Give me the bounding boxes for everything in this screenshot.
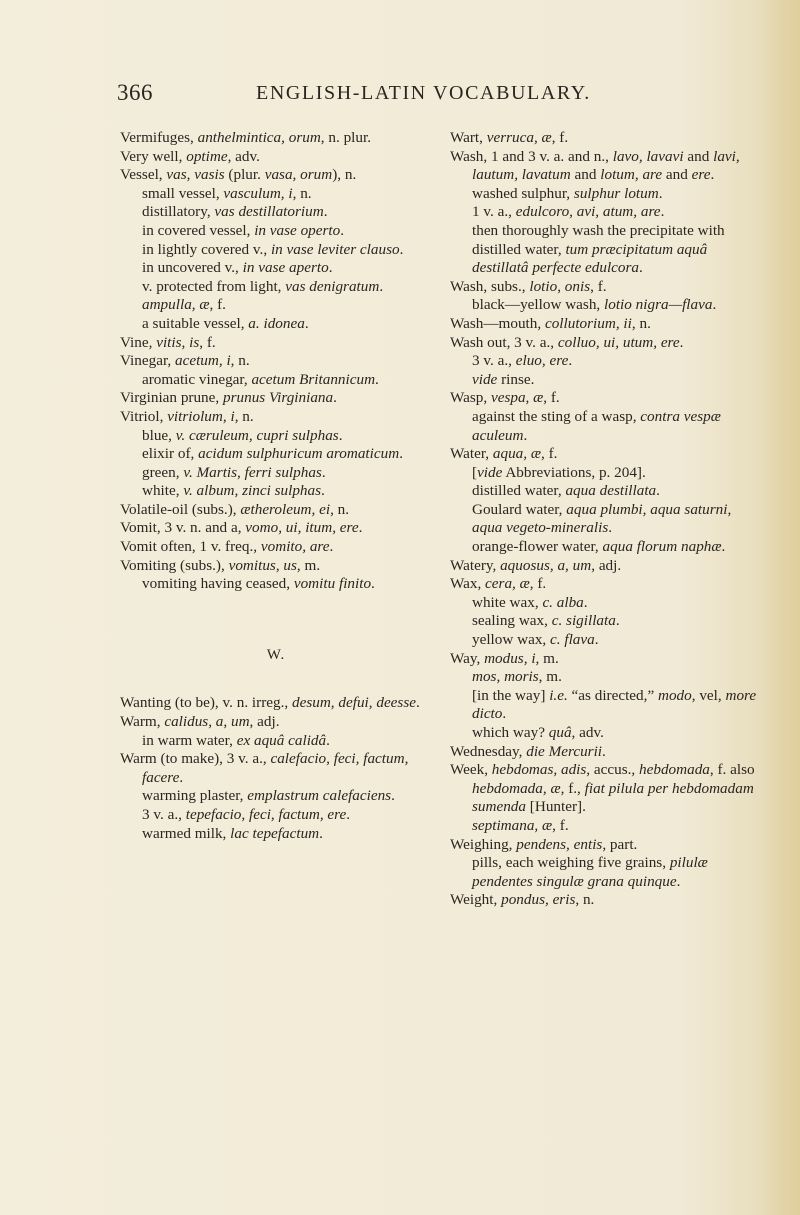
- page-number: 366: [117, 80, 153, 105]
- vocabulary-subentry: then thoroughly wash the precipitate with distilled water, tum præcipitatum aquâ destillatâ perfecte edulcora.: [472, 221, 725, 277]
- page-header: [0, 80, 800, 110]
- vocabulary-subentry: white wax, c. alba.: [472, 593, 588, 611]
- vocabulary-entry: Vomit often, 1 v. freq., vomito, are.: [120, 538, 334, 556]
- vocabulary-subentry: sealing wax, c. sigillata.: [472, 612, 620, 630]
- vocabulary-subentry: [vide Abbreviations, p. 204].: [472, 463, 646, 481]
- vocabulary-subentry: in warm water, ex aquâ calidâ.: [142, 731, 330, 749]
- vocabulary-subentry: v. protected from light, vas denigratum.: [142, 277, 384, 295]
- vocabulary-entry: Vine, vitis, is, f.: [120, 333, 216, 351]
- vocabulary-subentry: aromatic vinegar, acetum Britannicum.: [142, 370, 379, 388]
- vocabulary-entry: Wash out, 3 v. a., colluo, ui, utum, ere.: [450, 333, 684, 351]
- vocabulary-entry: Wash, 1 and 3 v. a. and n., lavo, lavavi and lavi, lautum, lavatum and lotum, are and ere.: [450, 147, 740, 184]
- vocabulary-entry: Wednesday, die Mercurii.: [450, 742, 606, 760]
- vocabulary-entry: Wax, cera, æ, f.: [450, 575, 547, 593]
- page-edge-shading: [760, 0, 800, 1215]
- vocabulary-entry: Way, modus, i, m.: [450, 649, 559, 667]
- vocabulary-subentry: elixir of, acidum sulphuricum aromaticum.: [142, 445, 403, 463]
- vocabulary-entry: Virginian prune, prunus Virginiana.: [120, 389, 337, 407]
- vocabulary-entry: Vessel, vas, vasis (plur. vasa, orum), n.: [120, 166, 357, 184]
- vocabulary-entry: Vermifuges, anthelmintica, orum, n. plur.: [120, 129, 372, 146]
- vocabulary-entry: Wash—mouth, collutorium, ii, n.: [450, 314, 651, 332]
- vocabulary-subentry: white, v. album, zinci sulphas.: [142, 482, 325, 500]
- vocabulary-entry: Water, aqua, æ, f.: [450, 445, 558, 463]
- vocabulary-entry: Vomiting (subs.), vomitus, us, m.: [120, 556, 321, 574]
- vocabulary-entry: Wash, subs., lotio, onis, f.: [450, 277, 607, 295]
- vocabulary-entry: Warm, calidus, a, um, adj.: [120, 713, 280, 731]
- vocabulary-entry: Watery, aquosus, a, um, adj.: [450, 556, 622, 574]
- vocabulary-subentry: black—yellow wash, lotio nigra—flava.: [472, 296, 717, 314]
- right-column: [450, 129, 762, 910]
- vocabulary-entry: Wart, verruca, æ, f.: [450, 129, 569, 146]
- vocabulary-subentry: warming plaster, emplastrum calefaciens.: [142, 787, 395, 805]
- vocabulary-subentry: against the sting of a wasp, contra vespæ aculeum.: [472, 407, 721, 444]
- vocabulary-subentry: green, v. Martis, ferri sulphas.: [142, 463, 326, 481]
- section-letter: W.: [266, 646, 286, 663]
- vocabulary-entry: Vitriol, vitriolum, i, n.: [120, 407, 254, 425]
- vocabulary-subentry: in covered vessel, in vase operto.: [142, 221, 345, 239]
- vocabulary-subentry: pills, each weighing five grains, pilulæ pendentes singulæ grana quinque.: [472, 854, 708, 890]
- vocabulary-subentry: ampulla, æ, f.: [142, 296, 226, 314]
- vocabulary-subentry: warmed milk, lac tepefactum.: [142, 824, 323, 842]
- vocabulary-subentry: vomiting having ceased, vomitu finito.: [142, 575, 375, 593]
- vocabulary-entry: Week, hebdomas, adis, accus., hebdomada, f. also hebdomada, æ, f., fiat pilula per hebdomadam sumenda [Hunter].: [450, 761, 755, 816]
- running-title: ENGLISH-LATIN VOCABULARY.: [256, 82, 591, 104]
- vocabulary-subentry: Goulard water, aqua plumbi, aqua saturni, aqua vegeto-mineralis.: [472, 500, 732, 537]
- vocabulary-subentry: in lightly covered v., in vase leviter clauso.: [142, 240, 404, 258]
- vocabulary-subentry: distillatory, vas destillatorium.: [142, 203, 328, 221]
- vocabulary-subentry: which way? quâ, adv.: [472, 724, 604, 741]
- vocabulary-subentry: a suitable vessel, a. idonea.: [142, 314, 309, 332]
- vocabulary-subentry: in uncovered v., in vase aperto.: [142, 259, 333, 277]
- vocabulary-entry: Wanting (to be), v. n. irreg., desum, defui, deesse.: [120, 694, 420, 712]
- vocabulary-entry: Weight, pondus, eris, n.: [450, 891, 595, 909]
- left-column: [120, 129, 432, 843]
- vocabulary-entry: Warm (to make), 3 v. a., calefacio, feci, factum, facere.: [120, 750, 409, 786]
- vocabulary-subentry: mos, moris, m.: [472, 668, 562, 686]
- vocabulary-subentry: orange-flower water, aqua florum naphæ.: [472, 538, 726, 556]
- vocabulary-subentry: yellow wax, c. flava.: [472, 631, 599, 649]
- vocabulary-subentry: septimana, æ, f.: [472, 816, 569, 834]
- vocabulary-subentry: vide rinse.: [472, 370, 535, 388]
- vocabulary-entry: Vomit, 3 v. n. and a, vomo, ui, itum, ere.: [120, 519, 363, 537]
- vocabulary-entry: Vinegar, acetum, i, n.: [120, 352, 250, 370]
- vocabulary-entry: Volatile-oil (subs.), ætheroleum, ei, n.: [120, 500, 350, 518]
- vocabulary-entry: Very well, optime, adv.: [120, 147, 260, 165]
- vocabulary-entry: Wasp, vespa, æ, f.: [450, 389, 560, 407]
- vocabulary-subentry: 1 v. a., edulcoro, avi, atum, are.: [472, 203, 665, 221]
- vocabulary-subentry: washed sulphur, sulphur lotum.: [472, 184, 663, 202]
- vocabulary-subentry: blue, v. cæruleum, cupri sulphas.: [142, 426, 343, 444]
- vocabulary-subentry: 3 v. a., tepefacio, feci, factum, ere.: [142, 806, 351, 823]
- vocabulary-entry: Weighing, pendens, entis, part.: [450, 835, 638, 853]
- vocabulary-subentry: small vessel, vasculum, i, n.: [142, 184, 312, 202]
- vocabulary-subentry: 3 v. a., eluo, ere.: [472, 352, 573, 370]
- vocabulary-subentry: [in the way] i.e. “as directed,” modo, vel, more dicto.: [472, 686, 757, 723]
- vocabulary-subentry: distilled water, aqua destillata.: [472, 482, 660, 500]
